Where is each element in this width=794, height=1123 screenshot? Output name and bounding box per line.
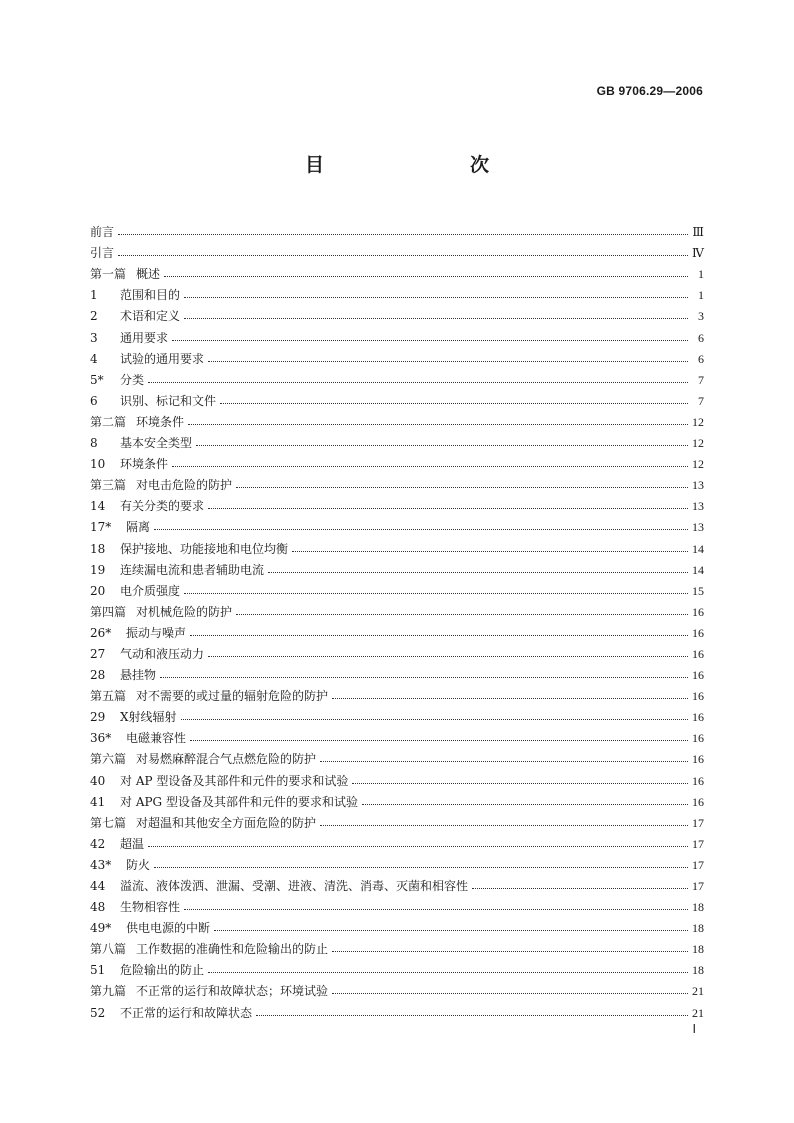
toc-entry-title: 工作数据的准确性和危险输出的防止 [136, 942, 329, 957]
toc-entry-page: 16 [692, 625, 704, 640]
page-title: 目 次 [304, 154, 525, 176]
toc-entry[interactable] [90, 598, 704, 619]
toc-entry-page: 16 [692, 646, 704, 661]
toc-entry-number: 第三篇 [90, 478, 127, 493]
toc-entry-title: X射线辐射 [120, 710, 177, 725]
toc-entry-label [90, 921, 210, 935]
toc-entry-number: 第二篇 [90, 414, 127, 429]
toc-entry-label [90, 478, 232, 492]
toc-entry-page: 16 [692, 604, 704, 619]
toc-entry-number: 20 [90, 583, 106, 598]
toc-entry-label [90, 457, 168, 471]
toc-entry-title: 保护接地、功能接地和电位均衡 [120, 541, 289, 556]
toc-entry-number: 26* [90, 625, 112, 640]
toc-leader-dots [332, 698, 688, 699]
toc-entry[interactable] [90, 556, 704, 577]
toc-leader-dots [190, 635, 688, 636]
toc-entry-number: 43* [90, 857, 112, 872]
toc-entry-title: 对 APG 型设备及其部件和元件的要求和试验 [120, 794, 358, 809]
toc-entry-number: 第六篇 [90, 752, 127, 767]
toc-entry-label [90, 605, 232, 619]
toc-entry-page: 7 [698, 372, 704, 387]
toc-entry-title: 对电击危险的防护 [136, 478, 233, 493]
toc-entry[interactable] [90, 830, 704, 851]
toc-entry[interactable] [90, 640, 704, 661]
toc-leader-dots [292, 551, 688, 552]
toc-leader-dots [172, 466, 688, 467]
toc-leader-dots [190, 740, 688, 741]
toc-entry-page: 21 [692, 1005, 704, 1020]
toc-entry[interactable] [90, 809, 704, 830]
toc-leader-dots [220, 403, 688, 404]
toc-entry-label [90, 520, 150, 534]
toc-leader-dots [256, 1015, 688, 1016]
toc-entry-title: 通用要求 [120, 330, 169, 345]
toc-entry-label [90, 858, 150, 872]
toc-leader-dots [160, 677, 688, 678]
toc-entry[interactable] [90, 788, 704, 809]
toc-entry[interactable] [90, 281, 704, 302]
toc-entry-label [90, 689, 328, 703]
toc-entry[interactable] [90, 302, 704, 323]
toc-entry-page: 12 [692, 436, 704, 451]
toc-entry-title: 前言 [90, 225, 115, 240]
toc-entry-title: 识别、标记和文件 [120, 393, 217, 408]
toc-entry-title: 范围和目的 [120, 288, 181, 303]
toc-entry-title: 对超温和其他安全方面危险的防护 [136, 815, 317, 830]
toc-entry-label [90, 331, 168, 345]
toc-entry-number: 第九篇 [90, 984, 127, 999]
toc-entry-label [90, 963, 204, 977]
toc-entry-page: 1 [698, 288, 704, 303]
toc-leader-dots [236, 487, 688, 488]
toc-entry-number: 19 [90, 562, 106, 577]
toc-leader-dots [362, 804, 688, 805]
toc-entry-label [90, 731, 186, 745]
toc-entry-number: 51 [90, 963, 106, 978]
toc-entry-label [90, 246, 114, 260]
toc-entry-label [90, 984, 328, 998]
toc-entry[interactable] [90, 492, 704, 513]
standard-code: GB 9706.29—2006 [596, 84, 703, 98]
toc-entry-label [90, 267, 160, 281]
toc-entry-page: 17 [692, 836, 704, 851]
toc-entry-title: 悬挂物 [120, 668, 157, 683]
toc-entry-label [90, 900, 180, 914]
toc-entry-page: 6 [698, 330, 704, 345]
toc-entry-label [90, 942, 328, 956]
toc-entry-label [90, 774, 348, 788]
toc-entry[interactable] [90, 661, 704, 682]
toc-entry-number: 18 [90, 541, 106, 556]
toc-entry[interactable] [90, 471, 704, 492]
toc-entry-number: 29 [90, 710, 106, 725]
toc-entry-page: 6 [698, 351, 704, 366]
toc-entry-page: 18 [692, 900, 704, 915]
toc-leader-dots [184, 593, 688, 594]
toc-entry[interactable] [90, 577, 704, 598]
toc-entry-label [90, 309, 180, 323]
toc-entry-title: 环境条件 [136, 414, 185, 429]
toc-entry[interactable] [90, 977, 704, 998]
toc-entry-title: 对易燃麻醉混合气点燃危险的防护 [136, 752, 317, 767]
toc-leader-dots [320, 761, 688, 762]
toc-entry-page: 13 [692, 478, 704, 493]
toc-entry-page: 16 [692, 710, 704, 725]
toc-entry[interactable] [90, 893, 704, 914]
toc-entry-page: 18 [692, 963, 704, 978]
toc-entry-label [90, 816, 316, 830]
toc-entry-page: 15 [692, 583, 704, 598]
toc-entry[interactable] [90, 703, 704, 724]
toc-entry-number: 3 [90, 330, 98, 345]
toc-entry-title: 环境条件 [120, 457, 169, 472]
toc-entry-label [90, 626, 186, 640]
toc-entry-title: 分类 [120, 372, 145, 387]
toc-entry-title: 对 AP 型设备及其部件和元件的要求和试验 [120, 773, 349, 788]
toc-entry[interactable] [90, 766, 704, 787]
toc-entry-number: 44 [90, 879, 106, 893]
toc-entry-title: 不正常的运行和故障状态 [120, 1005, 253, 1020]
toc-entry[interactable] [90, 323, 704, 344]
toc-leader-dots [184, 297, 688, 298]
toc-entry-label [90, 837, 144, 851]
toc-entry-title: 超温 [120, 836, 145, 851]
toc-entry-title: 气动和液压动力 [120, 646, 205, 661]
toc-entry-label [90, 879, 468, 893]
toc-leader-dots [208, 508, 688, 509]
toc-entry-page: 1 [698, 267, 704, 282]
toc-leader-dots [118, 234, 688, 235]
toc-entry-number: 49* [90, 921, 112, 936]
toc-entry[interactable] [90, 429, 704, 450]
toc-entry[interactable] [90, 956, 704, 977]
toc-entry[interactable] [90, 935, 704, 956]
toc-entry-number: 17* [90, 520, 112, 535]
toc-leader-dots [181, 719, 688, 720]
toc-leader-dots [332, 951, 688, 952]
toc-leader-dots [164, 276, 688, 277]
toc-leader-dots [154, 529, 688, 530]
toc-entry-number: 6 [90, 393, 98, 408]
toc-entry-number: 41 [90, 794, 106, 809]
toc-entry-number: 第一篇 [90, 267, 127, 282]
toc-entry-number: 10 [90, 457, 106, 472]
toc-entry-page: 17 [692, 857, 704, 872]
toc-leader-dots [154, 867, 688, 868]
toc-entry-label [90, 415, 184, 429]
toc-entry-label [90, 225, 114, 239]
toc-leader-dots [214, 930, 688, 931]
toc-entry-number: 2 [90, 309, 98, 324]
toc-entry-number: 36* [90, 731, 112, 746]
toc-leader-dots [208, 361, 688, 362]
toc-entry-label [90, 752, 316, 766]
toc-entry-number: 48 [90, 900, 106, 915]
toc-entry-page: 7 [698, 393, 704, 408]
toc-entry[interactable] [90, 450, 704, 471]
toc-leader-dots [320, 825, 688, 826]
toc-entry-number: 第八篇 [90, 942, 127, 957]
toc-entry[interactable] [90, 534, 704, 555]
toc-entry-page: 17 [692, 815, 704, 830]
toc-entry-page: 14 [692, 562, 704, 577]
toc-entry-page: 13 [692, 520, 704, 535]
toc-entry[interactable] [90, 998, 704, 1019]
toc-entry-number: 1 [90, 288, 98, 303]
toc-entry-label [90, 288, 180, 302]
toc-entry[interactable] [90, 239, 704, 260]
toc-leader-dots [196, 445, 688, 446]
toc-entry-page: 18 [692, 921, 704, 936]
toc-entry-title: 电介质强度 [120, 583, 181, 598]
toc-entry[interactable] [90, 366, 704, 387]
toc-entry-title: 试验的通用要求 [120, 351, 205, 366]
toc-leader-dots [332, 993, 688, 994]
toc-entry-label [90, 373, 144, 387]
toc-leader-dots [172, 340, 688, 341]
toc-entry[interactable] [90, 745, 704, 766]
toc-entry[interactable] [90, 682, 704, 703]
toc-leader-dots [236, 614, 688, 615]
toc-entry[interactable] [90, 387, 704, 408]
toc-entry-page: Ⅲ [692, 225, 704, 240]
page-number: Ⅰ [692, 1022, 696, 1036]
toc-entry-title: 有关分类的要求 [120, 499, 205, 514]
toc-entry-page: 18 [692, 942, 704, 957]
toc-entry-number: 52 [90, 1005, 106, 1020]
toc-entry-number: 42 [90, 836, 106, 851]
toc-leader-dots [268, 572, 688, 573]
toc-leader-dots [208, 656, 688, 657]
toc-entry-title: 对不需要的或过量的辐射危险的防护 [136, 689, 329, 704]
toc-entry[interactable] [90, 914, 704, 935]
toc-entry-title: 基本安全类型 [120, 436, 193, 451]
toc-leader-dots [184, 318, 688, 319]
toc-entry[interactable] [90, 408, 704, 429]
toc-leader-dots [352, 783, 688, 784]
toc-entry-page: 16 [692, 731, 704, 746]
toc-entry-label [90, 394, 216, 408]
toc-entry-number: 5* [90, 372, 104, 387]
toc-entry-title: 不正常的运行和故障状态；环境试验 [136, 984, 329, 999]
toc-entry-label [90, 584, 180, 598]
toc-entry-page: 16 [692, 668, 704, 683]
toc-entry[interactable] [90, 513, 704, 534]
toc-entry-label [90, 710, 177, 724]
toc-entry-number: 14 [90, 499, 106, 514]
toc-entry-title: 术语和定义 [120, 309, 181, 324]
toc-entry-page: 16 [692, 689, 704, 704]
toc-entry-page: 16 [692, 794, 704, 809]
toc-entry-label [90, 542, 288, 556]
toc-entry-title: 概述 [136, 267, 161, 282]
toc-entry-number: 第七篇 [90, 815, 127, 830]
toc-entry-page: 3 [698, 309, 704, 324]
toc-entry-title: 供电电源的中断 [126, 921, 211, 936]
toc-entry-page: 17 [692, 879, 704, 893]
toc-entry-number: 第五篇 [90, 689, 127, 704]
toc-entry[interactable] [90, 724, 704, 745]
toc-entry-title: 溢流、液体泼洒、泄漏、受潮、进液、清洗、消毒、灭菌和相容性 [120, 879, 469, 893]
toc-entry-title: 电磁兼容性 [126, 731, 187, 746]
toc-leader-dots [184, 909, 688, 910]
toc-entry-number: 40 [90, 773, 106, 788]
toc-entry[interactable] [90, 345, 704, 366]
toc-entry-title: 对机械危险的防护 [136, 604, 233, 619]
toc-entry[interactable] [90, 872, 704, 893]
toc-entry-page: 12 [692, 414, 704, 429]
toc-entry-page: 14 [692, 541, 704, 556]
toc-entry-label [90, 352, 204, 366]
toc-entry-title: 连续漏电流和患者辅助电流 [120, 562, 265, 577]
toc-leader-dots [148, 382, 688, 383]
toc-entry-number: 8 [90, 436, 98, 451]
toc-entry[interactable] [90, 851, 704, 872]
toc-entry-title: 隔离 [126, 520, 151, 535]
toc-entry[interactable] [90, 260, 704, 281]
toc-leader-dots [208, 972, 688, 973]
toc-entry-title: 危险输出的防止 [120, 963, 205, 978]
toc-entry-title: 防火 [126, 857, 151, 872]
toc-entry-label [90, 668, 156, 682]
toc-entry-page: 12 [692, 457, 704, 472]
toc-entry-page: Ⅳ [692, 246, 704, 261]
toc-entry-label [90, 436, 192, 450]
toc-entry-label [90, 795, 358, 809]
toc-leader-dots [188, 424, 688, 425]
toc-entry-label [90, 1006, 252, 1020]
toc-entry-page: 16 [692, 752, 704, 767]
toc-entry-number: 27 [90, 646, 106, 661]
toc-entry-label [90, 563, 264, 577]
toc-leader-dots [472, 888, 688, 889]
toc-entry-label [90, 499, 204, 513]
toc-entry-page: 21 [692, 984, 704, 999]
toc-entry-page: 13 [692, 499, 704, 514]
toc-entry-page: 16 [692, 773, 704, 788]
table-of-contents [90, 218, 704, 1020]
toc-leader-dots [148, 846, 688, 847]
toc-entry-label [90, 647, 204, 661]
toc-leader-dots [118, 255, 688, 256]
toc-entry[interactable] [90, 619, 704, 640]
toc-entry-title: 生物相容性 [120, 900, 181, 915]
toc-entry[interactable] [90, 218, 704, 239]
toc-entry-title: 引言 [90, 246, 115, 261]
toc-entry-number: 4 [90, 351, 98, 366]
toc-entry-number: 28 [90, 668, 106, 683]
toc-entry-number: 第四篇 [90, 604, 127, 619]
toc-entry-title: 振动与噪声 [126, 625, 187, 640]
